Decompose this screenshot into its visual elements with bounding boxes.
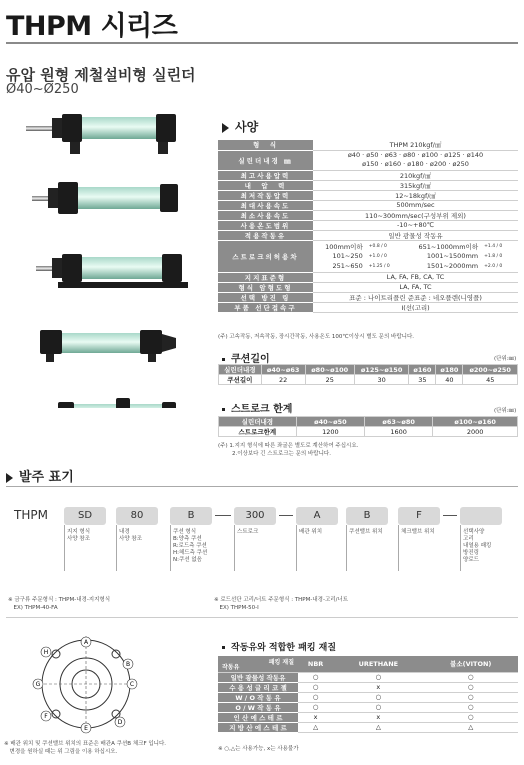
spec-value: 일반 광물성 작동유 (313, 230, 518, 240)
cushion-header: ø40~ø63 (261, 365, 305, 375)
packing-heading (222, 640, 336, 653)
order-box-option (460, 507, 502, 525)
packing-row-label: 지 방 산 에 스 테 르 (218, 722, 298, 732)
port-label-H: H (43, 649, 49, 656)
spec-value: 210kgf/㎠ (313, 170, 518, 180)
packing-row-label: 수 용 성 글 리 코 젤 (218, 682, 298, 692)
packing-cell: ○ (333, 692, 423, 702)
cushion-table (218, 364, 518, 385)
bore-range: Ø40~Ø250 (6, 82, 79, 97)
order-guide (398, 525, 399, 571)
port-label-E: E (84, 725, 88, 732)
bullet-icon (222, 408, 225, 411)
order-label-support: 지지 형식 사양 참조 (67, 529, 91, 542)
cushion-value: 22 (261, 375, 305, 385)
spec-label: 최소사용속도 (218, 210, 313, 220)
packing-header: URETHANE (333, 656, 423, 672)
packing-cell: x (333, 712, 423, 722)
spec-row (218, 302, 518, 312)
spec-row (218, 200, 518, 210)
port-position-diagram (20, 634, 160, 734)
stroke-heading (222, 400, 292, 415)
spec-label: 최고사용압력 (218, 170, 313, 180)
packing-row-label: W / O 작 동 유 (218, 692, 298, 702)
order-divider (6, 486, 518, 487)
packing-cell: △ (298, 722, 333, 732)
packing-row-label: 일반 광물성 작동유 (218, 672, 298, 682)
packing-cell: x (298, 712, 333, 722)
order-note-left: ※ 금구류 주문형식 : THPM-내경-지지형식 EX) THPM-40-FA (8, 597, 111, 611)
order-guide (234, 525, 235, 571)
packing-cell: x (333, 682, 423, 692)
cushion-heading (222, 350, 270, 365)
tol-value: +1.0 / 0 (368, 253, 387, 259)
spec-label: 적용작동유 (218, 230, 313, 240)
order-label-port: 배관 위치 (299, 529, 323, 535)
packing-cell: △ (423, 722, 518, 732)
tol-range: 651~1000mm이하 (418, 242, 479, 251)
order-label-cushion-valve: 쿠션밸브 위치 (349, 529, 383, 535)
cushion-row-label: 쿠션길이 (219, 375, 262, 385)
cushion-header: ø160 (409, 365, 436, 375)
cylinder-4 (40, 330, 176, 362)
spec-row (218, 282, 518, 292)
order-guide (296, 525, 297, 571)
spec-value: 12~18kgf/㎠ (313, 190, 518, 200)
order-box-cushion: B (170, 507, 212, 525)
tol-value: +0.8 / 0 (368, 243, 387, 249)
triangle-bullet-icon (222, 123, 229, 133)
packing-cell: ○ (423, 682, 518, 692)
order-box-bore: 80 (116, 507, 158, 525)
packing-cell: ○ (298, 672, 333, 682)
cushion-value: 30 (354, 375, 409, 385)
packing-corner-bottom: 작동유 (222, 663, 240, 671)
cushion-value: 25 (305, 375, 354, 385)
spec-row (218, 150, 518, 170)
spec-label: 선택 방진 링 (218, 292, 313, 302)
order-note-right: ※ 로드선단 고리/너트 주문형식 : THPM-내경-고리/너트 EX) THPM-50-I (214, 597, 349, 611)
tol-value: +1.8 / 0 (484, 253, 503, 259)
stroke-value: 1200 (296, 427, 364, 437)
order-box-support: SD (64, 507, 106, 525)
packing-cell: ○ (423, 712, 518, 722)
port-label-D: D (117, 719, 123, 726)
cylinder-2 (32, 182, 178, 214)
cushion-header: ø180 (436, 365, 463, 375)
order-guide (346, 525, 347, 571)
cushion-header: ø80~ø100 (305, 365, 354, 375)
stroke-value: 1600 (365, 427, 433, 437)
tolerance-grid (316, 241, 515, 271)
product-subtitle: 유압 원형 제철설비형 실린더 (6, 66, 196, 84)
spec-row (218, 190, 518, 200)
order-label-option: 선택사양 고리 내열용 패킹 방진링 양로드 (463, 529, 492, 563)
spec-value: THPM 210kgf/㎠ (313, 140, 518, 150)
cushion-value: 35 (409, 375, 436, 385)
spec-table (218, 140, 518, 313)
cylinder-1 (26, 114, 176, 154)
order-dash (443, 515, 457, 516)
packing-cell: △ (333, 722, 423, 732)
packing-cell: ○ (423, 672, 518, 682)
spec-value: 표준 : 나이트리플린 준표준 : 네오플렌(니영플) (313, 292, 518, 302)
tol-value: +1.4 / 0 (484, 243, 503, 249)
port-label-G: G (35, 681, 41, 688)
order-heading-label: 발주 표기 (19, 470, 74, 485)
spec-value: LA, FA, TC (313, 282, 518, 292)
packing-cell: ○ (333, 672, 423, 682)
port-label-A: A (83, 639, 89, 646)
packing-row-label: 인 산 에 스 테 르 (218, 712, 298, 722)
spec-value: ø40 · ø50 · ø63 · ø80 · ø100 · ø125 · ø140 ø150 · ø160 · ø180 · ø200 · ø250 (313, 150, 518, 170)
port-label-B: B (125, 661, 131, 668)
packing-cell: ○ (333, 702, 423, 712)
stroke-note-1: (주) 1.지지 형식에 따른 좌굴은 별도로 계산하여 주십시요. (218, 443, 359, 449)
stroke-note-2: 2.이상보다 긴 스트로크는 문의 바랍니다. (232, 451, 331, 457)
cushion-value: 40 (436, 375, 463, 385)
spec-value: 110~300mm/sec(구성부위 제외) (313, 210, 518, 220)
stroke-heading-label: 스트로크 한계 (231, 404, 293, 415)
stroke-unit: (단위:㎜) (494, 408, 517, 414)
spec-label: 지지표준형 (218, 272, 313, 282)
spec-heading (222, 118, 258, 135)
order-label-check-valve: 체크밸브 위치 (401, 529, 435, 535)
spec-row (218, 272, 518, 282)
stroke-header: 실린더내경 (219, 417, 297, 427)
order-label-bore: 내경 사양 참조 (119, 529, 143, 542)
order-box-check-valve: F (398, 507, 440, 525)
spec-heading-label: 사양 (235, 120, 259, 134)
order-guide (116, 525, 117, 571)
spec-value: 315kgf/㎠ (313, 180, 518, 190)
packing-cell: ○ (423, 702, 518, 712)
spec-row (218, 210, 518, 220)
packing-cell: ○ (298, 692, 333, 702)
stroke-header: ø40~ø50 (296, 417, 364, 427)
cushion-header: 실린더내경 (219, 365, 262, 375)
packing-corner (218, 656, 298, 672)
order-label-stroke: 스트로크 (237, 529, 259, 535)
spec-label: 형 식 (218, 140, 313, 150)
cylinder-illustrations (18, 108, 198, 408)
tol-range: 251~650 (332, 262, 363, 270)
packing-table (218, 656, 518, 733)
cushion-value: 45 (463, 375, 518, 385)
tol-value: +2.0 / 0 (484, 263, 503, 269)
port-label-C: C (129, 681, 135, 688)
spec-footnote: (주) 고속작동, 저속작동, 장시간작동, 사용온도 100℃이상시 별도 문의 바랍니다. (218, 334, 415, 340)
cushion-header: ø125~ø150 (354, 365, 409, 375)
spec-label: 실린더내경 ㎜ (218, 150, 313, 170)
spec-label: 사용온도범위 (218, 220, 313, 230)
cushion-heading-label: 쿠션길이 (231, 354, 270, 365)
bullet-icon (222, 646, 225, 649)
stroke-header: ø63~ø80 (365, 417, 433, 427)
packing-corner-top: 패킹 재질 (268, 659, 294, 666)
cushion-header: ø200~ø250 (463, 365, 518, 375)
packing-header: 불소(VITON) (423, 656, 518, 672)
spec-label: 내 압 력 (218, 180, 313, 190)
stroke-value: 2000 (433, 427, 518, 437)
tol-range: 1001~1500mm (426, 252, 479, 260)
port-diagram-note: ※ 배관 위치 및 쿠션밸브 위치의 표준은 배관A 쿠션B 체크F 입니다. 변경을 원하실 때는 위 그림을 이용 하십시오. (4, 741, 167, 755)
order-dash (279, 515, 293, 516)
packing-cell: ○ (298, 682, 333, 692)
order-guide (64, 525, 65, 571)
title-divider (6, 42, 518, 44)
spec-row (218, 220, 518, 230)
tol-value: +1.25 / 0 (368, 263, 390, 269)
spec-value: I(선(고리) (313, 302, 518, 312)
packing-heading-label: 작동유와 적합한 패킹 재질 (231, 643, 337, 653)
cylinder-3 (36, 254, 188, 288)
port-label-F: F (44, 713, 48, 720)
cushion-unit: (단위:㎜) (494, 356, 517, 362)
cylinder-5 (36, 398, 176, 408)
spec-label: 부품 선단접속구 (218, 302, 313, 312)
page-title: THPM 시리즈 (6, 11, 178, 42)
spec-row (218, 240, 518, 272)
packing-cell: ○ (423, 692, 518, 702)
order-guide (460, 525, 461, 571)
spec-label: 형식 암형도형 (218, 282, 313, 292)
order-label-cushion: 쿠션 형식 B:양측 쿠션 R:로드측 쿠션 H:헤드측 쿠션 N:쿠션 없음 (173, 529, 208, 563)
stroke-header: ø100~ø160 (433, 417, 518, 427)
packing-row-label: O / W 작 동 유 (218, 702, 298, 712)
spec-row (218, 170, 518, 180)
stroke-table (218, 416, 518, 437)
spec-value: LA, FA, FB, CA, TC (313, 272, 518, 282)
triangle-bullet-icon (6, 473, 13, 483)
packing-header: NBR (298, 656, 333, 672)
section-divider (6, 617, 518, 618)
order-code: THPM (14, 508, 48, 522)
order-box-stroke: 300 (234, 507, 276, 525)
stroke-row-label: 스트로크한계 (219, 427, 297, 437)
bullet-icon (222, 358, 225, 361)
order-box-port: A (296, 507, 338, 525)
order-guide (170, 525, 171, 571)
packing-cell: ○ (298, 702, 333, 712)
spec-label: 최저작동압력 (218, 190, 313, 200)
tol-range: 1501~2000mm (426, 262, 479, 270)
tolerance-cell (313, 240, 518, 272)
order-dash (215, 515, 231, 516)
packing-note: ※ ○,△는 사용가능, x는 사용불가 (218, 746, 299, 752)
tol-range: 101~250 (332, 252, 363, 260)
spec-row (218, 140, 518, 150)
spec-label: 최대사용속도 (218, 200, 313, 210)
spec-row (218, 292, 518, 302)
spec-value: 500mm/sec (313, 200, 518, 210)
spec-label: 스트로크의허용차 (218, 240, 313, 272)
spec-value: -10~+80℃ (313, 220, 518, 230)
spec-row (218, 180, 518, 190)
tol-range: 100mm이하 (325, 242, 363, 251)
order-heading (6, 466, 74, 485)
order-box-cushion-valve: B (346, 507, 388, 525)
spec-row (218, 230, 518, 240)
